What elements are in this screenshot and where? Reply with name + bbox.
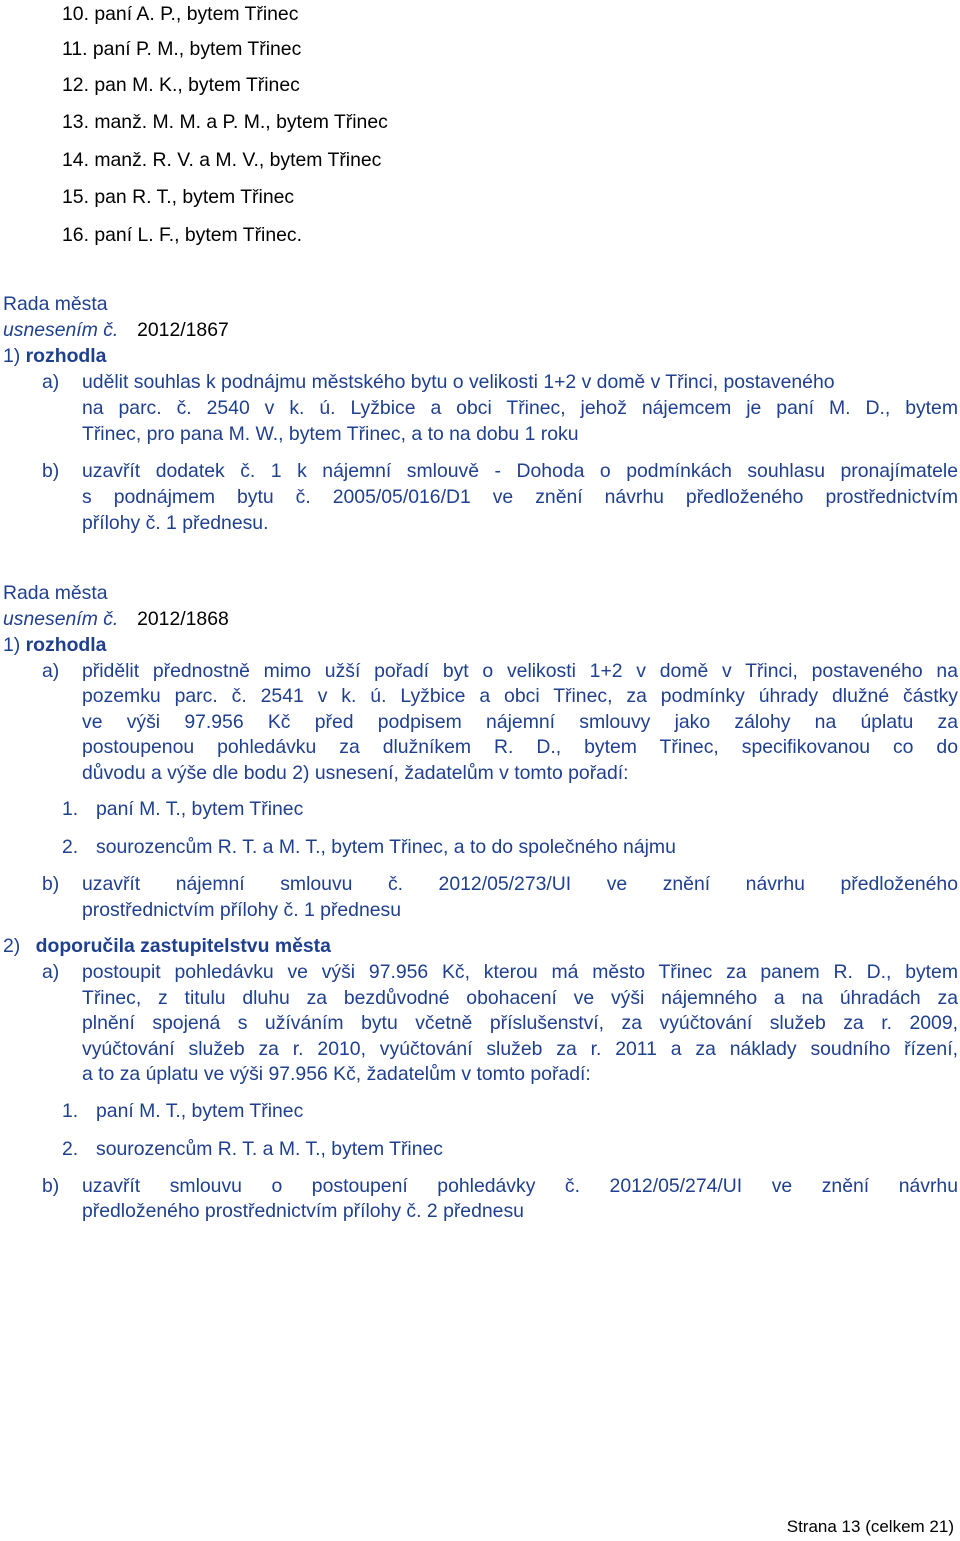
item-label: b) [42,873,60,895]
resolution-label: usnesením č. [3,608,119,630]
item-label: a) [42,961,60,983]
item-label: a) [42,371,60,393]
list-item: 10. paní A. P., bytem Třinec [62,3,299,25]
resolution-id: 2012/1868 [137,608,229,630]
paragraph-line: prostřednictvím přílohy č. 1 přednesu [82,899,402,921]
item-label: b) [42,460,60,482]
resolution-label: usnesením č. [3,319,119,341]
item-label: a) [42,660,60,682]
council-heading: Rada města [3,582,108,604]
paragraph-line: uzavřít nájemní smlouvu č. 2012/05/273/UI ve znění návrhu předloženého [82,873,958,895]
paragraph-line: přidělit přednostně mimo užší pořadí byt o velikosti 1+2 v domě v Třinci, postaveného na [82,660,958,682]
paragraph-line: vyúčtování služeb za r. 2010, vyúčtování služeb za r. 2011 a za náklady soudního řízení, [82,1038,958,1060]
list-item: 14. manž. R. V. a M. V., bytem Třinec [62,149,382,171]
paragraph-line: důvodu a výše dle bodu 2) usnesení, žadatelům v tomto pořadí: [82,762,629,784]
paragraph-line: udělit souhlas k podnájmu městského bytu o velikosti 1+2 v domě v Třinci, postaveného [82,371,835,393]
paragraph-line: předloženého prostřednictvím přílohy č. 2 přednesu [82,1200,524,1222]
decision-verb: rozhodla [25,345,107,367]
resolution-id: 2012/1867 [137,319,229,341]
paragraph-line: s podnájmem bytu č. 2005/05/016/D1 ve znění návrhu předloženého prostřednictvím [82,486,958,508]
council-heading: Rada města [3,293,108,315]
decision-heading: 1) rozhodla [3,345,107,367]
list-item: 16. paní L. F., bytem Třinec. [62,224,302,246]
list-number: 2. [62,836,79,858]
list-item: sourozencům R. T. a M. T., bytem Třinec, a to do společného nájmu [96,836,676,858]
paragraph-line: plnění spojená s užíváním bytu včetně příslušenství, za vyúčtování služeb za r. 2009, [82,1012,958,1034]
recommendation-heading: 2) doporučila zastupitelstvu města [3,935,331,957]
paragraph-line: přílohy č. 1 přednesu. [82,512,269,534]
list-item: 15. pan R. T., bytem Třinec [62,186,295,208]
resolution-number [3,318,229,342]
decision-heading: 1) rozhodla [3,634,107,656]
paragraph-line: uzavřít smlouvu o postoupení pohledávky č. 2012/05/274/UI ve znění návrhu [82,1175,958,1197]
resolution-number [3,607,229,631]
item-label: b) [42,1175,60,1197]
list-item: sourozencům R. T. a M. T., bytem Třinec [96,1138,444,1160]
list-item: paní M. T., bytem Třinec [96,798,304,820]
decision-verb: rozhodla [25,634,107,656]
list-number: 1. [62,1100,79,1122]
list-number: 1. [62,798,79,820]
paragraph-line: Třinec, z titulu dluhu za bezdůvodné obohacení ve výši nájemného a na úhradách za [82,987,958,1009]
list-item: 11. paní P. M., bytem Třinec [62,38,302,60]
page-number: Strana 13 (celkem 21) [786,1517,954,1536]
paragraph-line: uzavřít dodatek č. 1 k nájemní smlouvě - Dohoda o podmínkách souhlasu pronajímatele [82,460,958,482]
list-item: 12. pan M. K., bytem Třinec [62,74,300,96]
list-number: 2. [62,1138,79,1160]
paragraph-line: na parc. č. 2540 v k. ú. Lyžbice a obci Třinec, jehož nájemcem je paní M. D., bytem [82,397,958,419]
list-item: 13. manž. M. M. a P. M., bytem Třinec [62,111,388,133]
paragraph-line: a to za úplatu ve výši 97.956 Kč, žadatelům v tomto pořadí: [82,1063,591,1085]
recommendation-verb: doporučila zastupitelstvu města [35,935,331,957]
paragraph-line: Třinec, pro pana M. W., bytem Třinec, a to na dobu 1 roku [82,423,579,445]
paragraph-line: postoupit pohledávku ve výši 97.956 Kč, kterou má město Třinec za panem R. D., bytem [82,961,958,983]
paragraph-line: postoupenou pohledávku za dlužníkem R. D., bytem Třinec, specifikovanou co do [82,736,958,758]
list-item: paní M. T., bytem Třinec [96,1100,304,1122]
paragraph-line: pozemku parc. č. 2541 v k. ú. Lyžbice a obci Třinec, za podmínky úhrady dlužné částky [82,685,958,707]
paragraph-line: ve výši 97.956 Kč před podpisem nájemní smlouvy jako zálohy na úplatu za [82,711,958,733]
